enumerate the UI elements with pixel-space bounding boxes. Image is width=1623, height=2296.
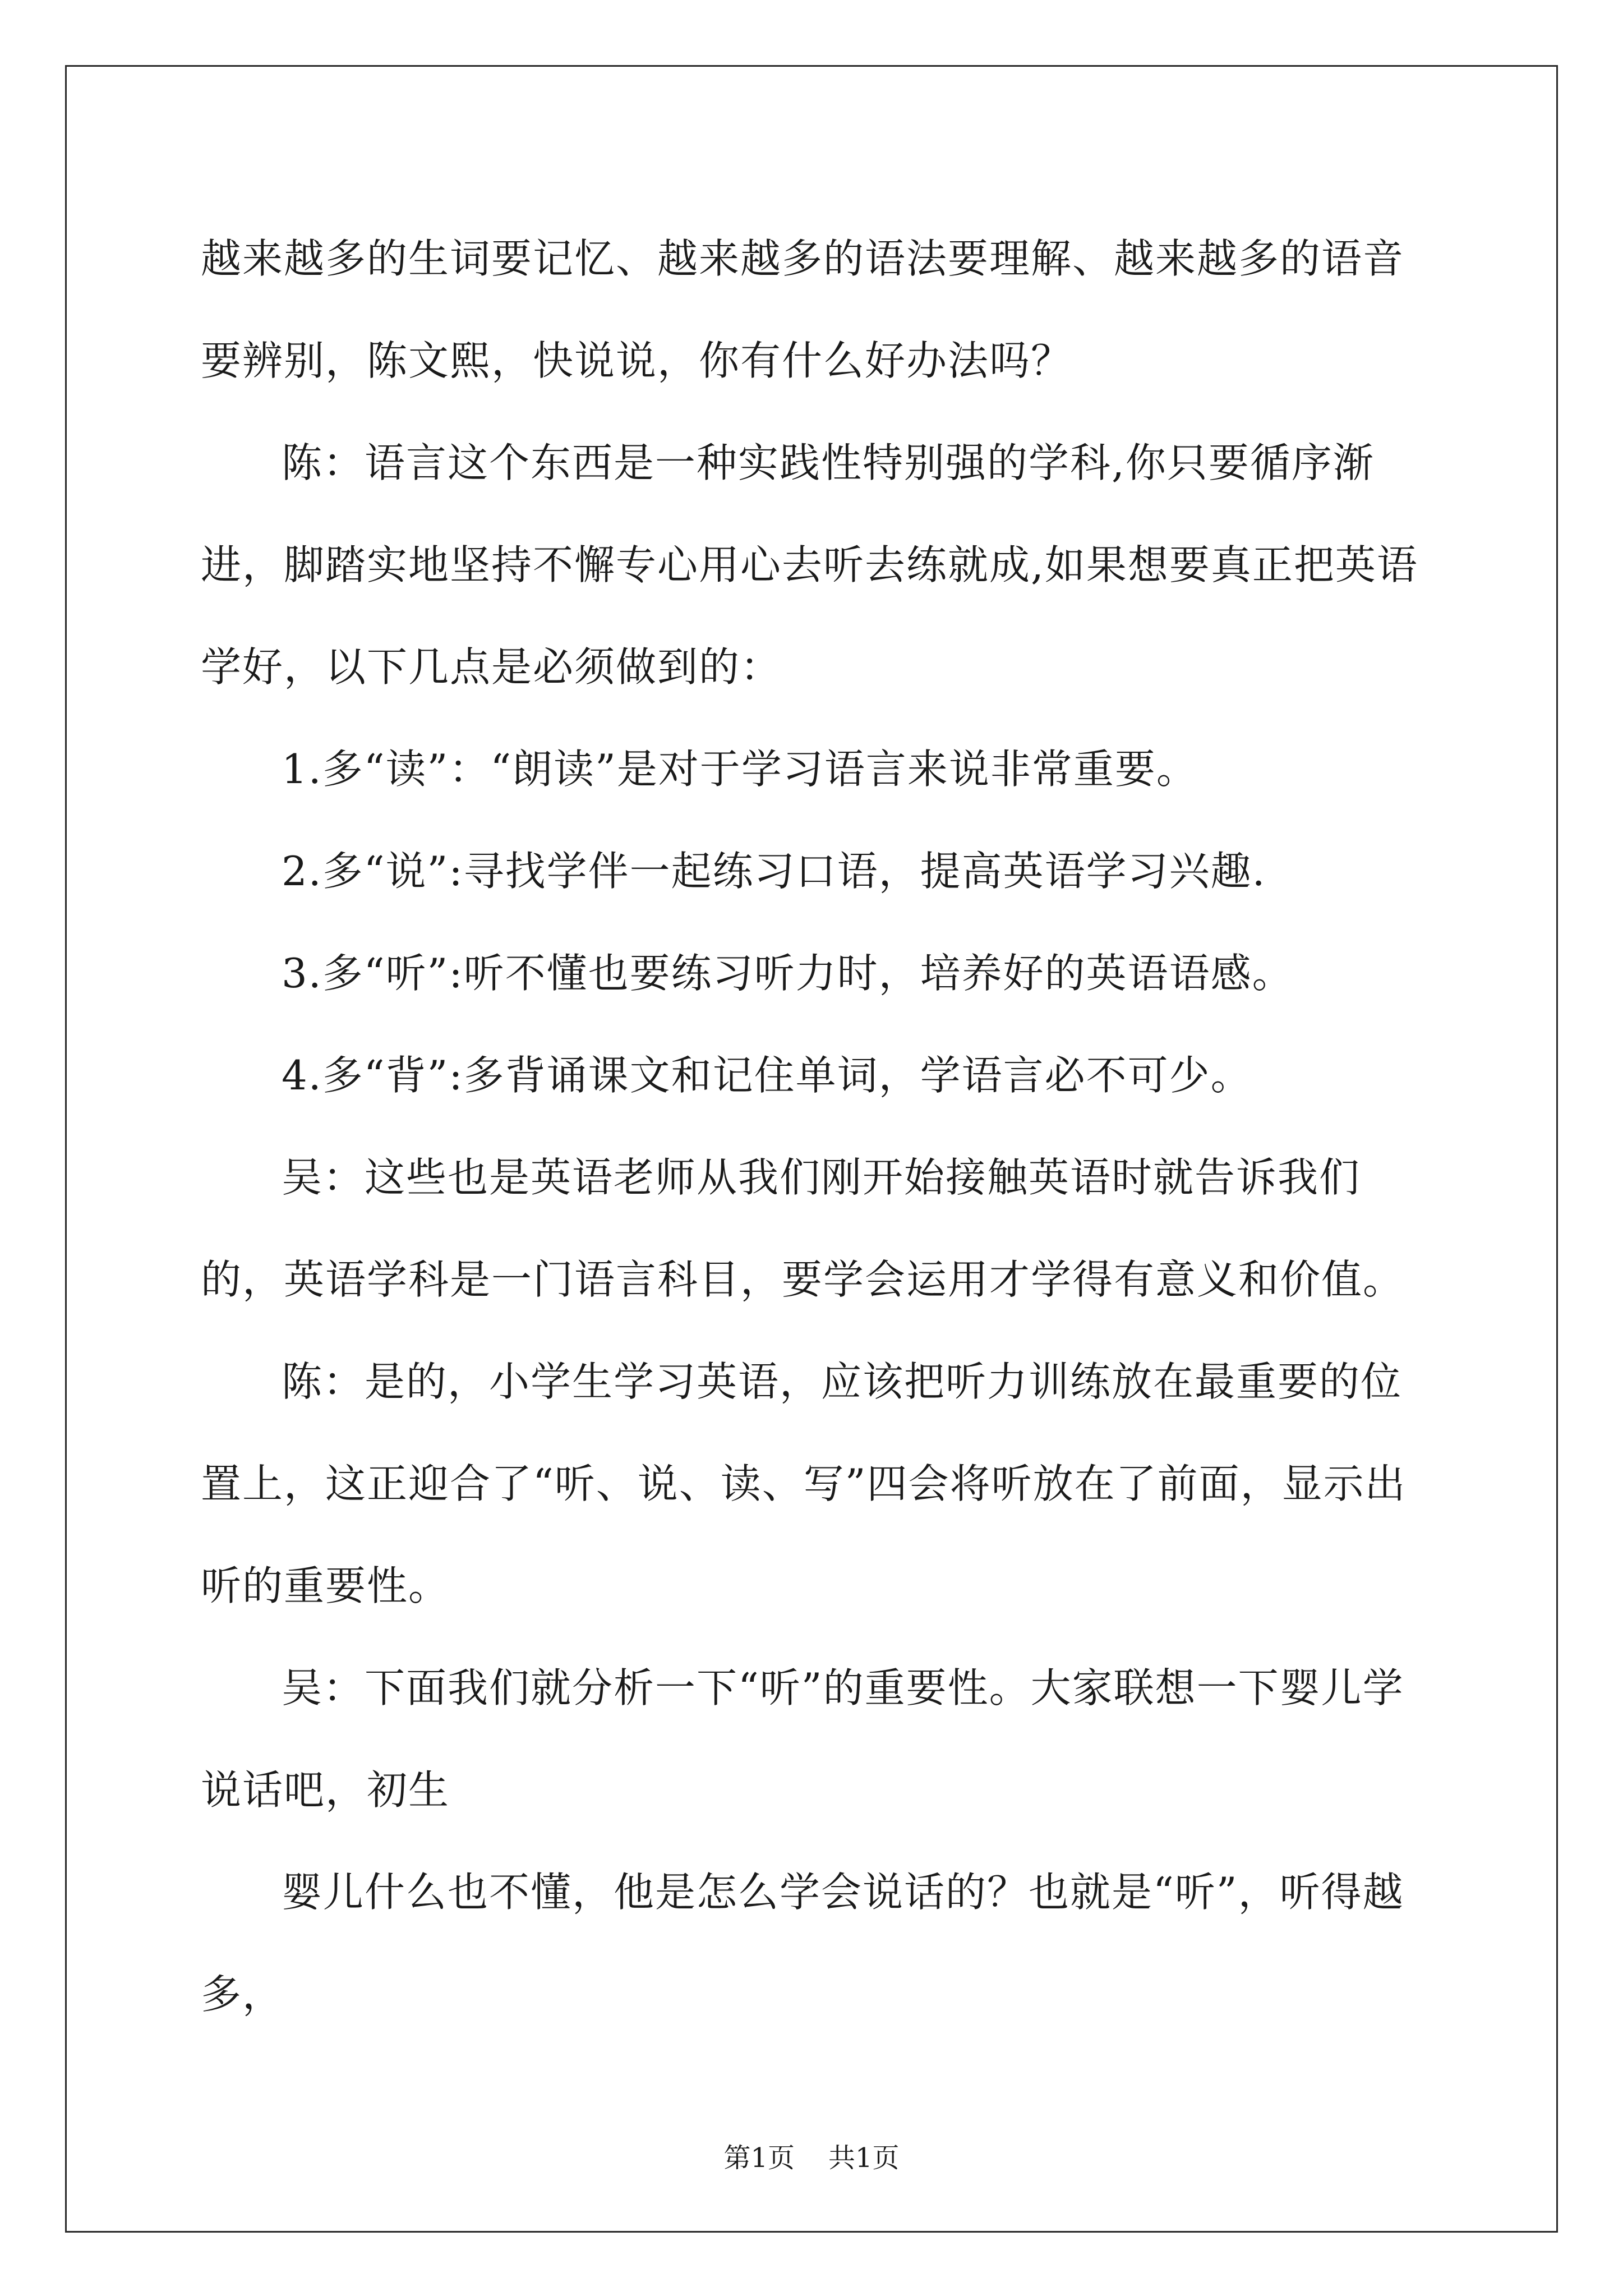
list-item: 1.多“读”：“朗读”是对于学习语言来说非常重要。 (282, 746, 1198, 793)
paragraph: 越来越多的生词要记忆、越来越多的语法要理解、越来越多的语音要辨别，陈文熙，快说说，你有什么好办法吗？ (201, 235, 1405, 384)
list-item: 4.多“背”:多背诵课文和记住单词，学语言必不可少。 (282, 1052, 1252, 1099)
list-item: 3.多“听”:听不懂也要练习听力时，培养好的英语语感。 (282, 950, 1294, 997)
document-body (201, 208, 1423, 2045)
paragraph: 陈：是的，小学生学习英语，应该把听力训练放在最重要的位置上，这正迎合了“听、说、读、写”四会将听放在了前面，显示出听的重要性。 (201, 1358, 1407, 1609)
paragraph: 吴：这些也是英语老师从我们刚开始接触英语时就告诉我们的，英语学科是一门语言科目，要学会运用才学得有意义和价值。 (201, 1154, 1405, 1303)
paragraph: 婴儿什么也不懂，他是怎么学会说话的？也就是“听”，听得越多， (201, 1869, 1404, 2018)
page-total: 共1页 (828, 2142, 900, 2174)
page-footer (0, 2136, 1623, 2175)
list-item: 2.多“说”:寻找学伴一起练习口语，提高英语学习兴趣. (282, 848, 1266, 895)
paragraph: 陈：语言这个东西是一种实践性特别强的学科,你只要循序渐进，脚踏实地坚持不懈专心用心去听去练就成,如果想要真正把英语学好，以下几点是必须做到的： (201, 439, 1418, 691)
paragraph: 吴：下面我们就分析一下“听”的重要性。大家联想一下婴儿学说话吧，初生 (201, 1664, 1404, 1814)
page-number: 第1页 (723, 2142, 795, 2174)
